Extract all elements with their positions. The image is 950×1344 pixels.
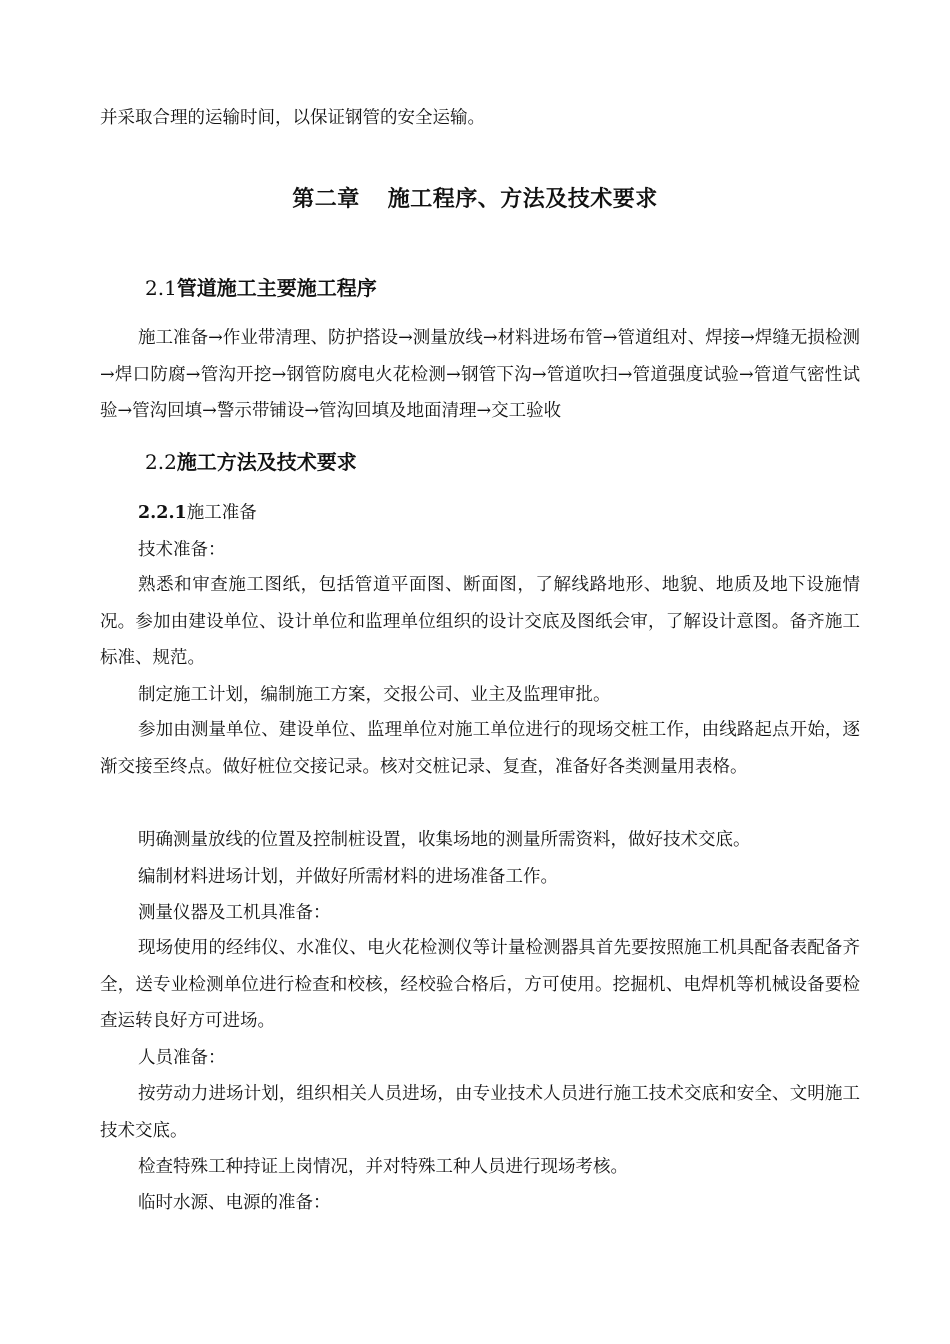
section-2-1-number: 2.1 <box>145 276 177 300</box>
staff-paragraph-1: 按劳动力进场计划，组织相关人员进场，由专业技术人员进行施工技术交底和安全、文明施工技术交底。 <box>100 1084 860 1141</box>
subsection-title: 施工准备 <box>186 503 257 523</box>
tech-paragraph-5: 编制材料进场计划，并做好所需材料的进场准备工作。 <box>138 867 558 887</box>
section-2-1-heading <box>145 272 377 301</box>
power-heading: 临时水源、电源的准备： <box>138 1193 331 1213</box>
chapter-heading-text: 施工程序、方法及技术要求 <box>387 186 658 212</box>
subsection-number: 2.2.1 <box>138 503 187 523</box>
tech-heading: 技术准备： <box>138 540 226 560</box>
section-2-1-title: 管道施工主要施工程序 <box>176 276 377 300</box>
chapter-number: 第二章 <box>292 186 360 212</box>
equipment-paragraph: 现场使用的经纬仪、水准仪、电火花检测仪等计量检测器具首先要按照施工机具配备表配备齐全，送专业检测单位进行检查和校核，经校验合格后，方可使用。挖掘机、电焊机等机械设备要检查运转良好方可进场。 <box>100 938 860 1032</box>
subsection-2-2-1-heading <box>138 499 257 524</box>
chapter-title <box>0 182 950 213</box>
procedure-paragraph: 施工准备→作业带清理、防护搭设→测量放线→材料进场布管→管道组对、焊接→焊缝无损检测→焊口防腐→管沟开挖→钢管防腐电火花检测→钢管下沟→管道吹扫→管道强度试验→管道气密性试验→管沟回填→警示带铺设→管沟回填及地面清理→交工验收 <box>100 328 860 422</box>
equipment-heading: 测量仪器及工机具准备： <box>138 903 331 923</box>
tech-paragraph-1: 熟悉和审查施工图纸，包括管道平面图、断面图，了解线路地形、地貌、地质及地下设施情况。参加由建设单位、设计单位和监理单位组织的设计交底及图纸会审，了解设计意图。备齐施工标准、规范。 <box>100 575 860 669</box>
section-2-2-heading <box>145 446 357 475</box>
lead-paragraph: 并采取合理的运输时间，以保证钢管的安全运输。 <box>100 108 485 128</box>
section-2-2-title: 施工方法及技术要求 <box>176 450 357 474</box>
staff-paragraph-2: 检查特殊工种持证上岗情况，并对特殊工种人员进行现场考核。 <box>138 1157 628 1177</box>
tech-paragraph-2: 制定施工计划，编制施工方案，交报公司、业主及监理审批。 <box>138 685 611 705</box>
tech-paragraph-3: 参加由测量单位、建设单位、监理单位对施工单位进行的现场交桩工作，由线路起点开始，逐渐交接至终点。做好桩位交接记录。核对交桩记录、复查，准备好各类测量用表格。 <box>100 720 860 777</box>
staff-heading: 人员准备： <box>138 1048 226 1068</box>
section-2-2-number: 2.2 <box>145 450 177 474</box>
tech-paragraph-4: 明确测量放线的位置及控制桩设置，收集场地的测量所需资料，做好技术交底。 <box>138 830 751 850</box>
